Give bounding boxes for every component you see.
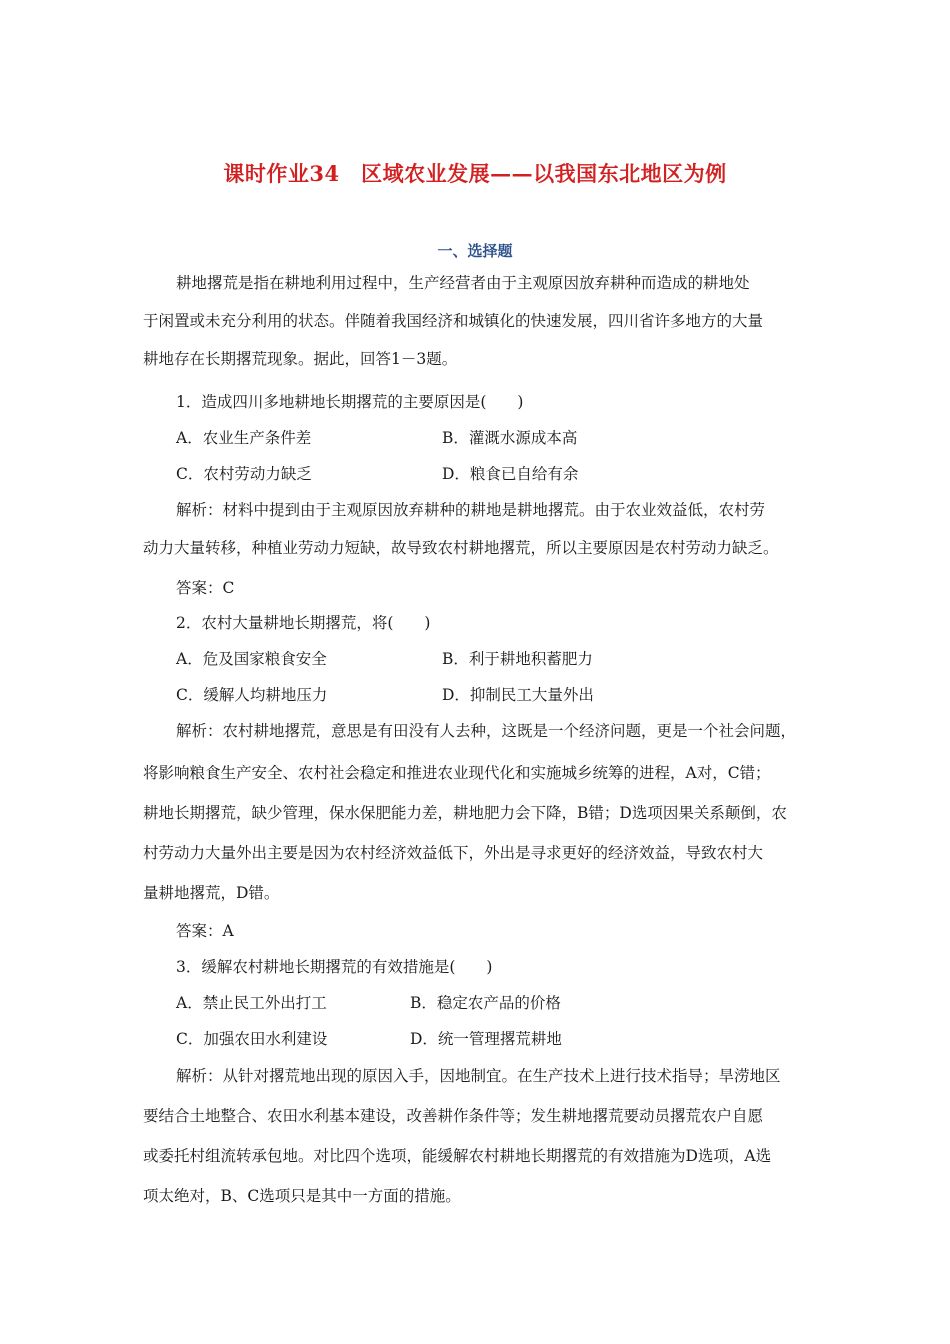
- question-3-analysis-line-4: 项太绝对，B、C选项只是其中一方面的措施。: [143, 1187, 461, 1205]
- question-1-analysis-line-2: 动力大量转移，种植业劳动力短缺，故导致农村耕地撂荒，所以主要原因是农村劳动力缺乏。: [143, 539, 779, 557]
- question-1-option-b: B．灌溉水源成本高: [442, 429, 578, 447]
- question-1-option-c: C．农村劳动力缺乏: [176, 465, 312, 483]
- question-2-analysis-line-3: 耕地长期撂荒，缺少管理，保水保肥能力差，耕地肥力会下降，B错；D选项因果关系颠倒，农: [143, 804, 787, 822]
- question-2-answer: 答案：A: [176, 922, 234, 940]
- question-3-option-b: B．稳定农产品的价格: [410, 994, 561, 1012]
- section-heading: 一、选择题: [437, 242, 513, 260]
- intro-line-1: 耕地撂荒是指在耕地利用过程中，生产经营者由于主观原因放弃耕种而造成的耕地处: [176, 274, 750, 292]
- question-3-option-d: D．统一管理撂荒耕地: [410, 1030, 562, 1048]
- question-2-analysis-line-4: 村劳动力大量外出主要是因为农村经济效益低下，外出是寻求更好的经济效益，导致农村大: [143, 844, 764, 862]
- question-3-analysis-line-1: 解析：从针对撂荒地出现的原因入手，因地制宜。在生产技术上进行技术指导；旱涝地区: [176, 1067, 781, 1085]
- question-2-analysis-line-1: 解析：农村耕地撂荒，意思是有田没有人去种，这既是一个经济问题，更是一个社会问题，: [176, 722, 797, 740]
- question-2-option-a: A．危及国家粮食安全: [176, 650, 327, 668]
- question-1-answer: 答案：C: [176, 579, 235, 597]
- question-3-option-a: A．禁止民工外出打工: [176, 994, 327, 1012]
- question-3-analysis-line-3: 或委托村组流转承包地。对比四个选项，能缓解农村耕地长期撂荒的有效措施为D选项，A选: [143, 1147, 772, 1165]
- page-title: 课时作业34 区域农业发展——以我国东北地区为例: [223, 161, 727, 186]
- question-2-stem: 2．农村大量耕地长期撂荒，将( ): [176, 614, 431, 632]
- question-1-analysis-line-1: 解析：材料中提到由于主观原因放弃耕种的耕地是耕地撂荒。由于农业效益低，农村劳: [176, 501, 766, 519]
- intro-line-2: 于闲置或未充分利用的状态。伴随着我国经济和城镇化的快速发展，四川省许多地方的大量: [143, 312, 764, 330]
- question-3-analysis-line-2: 要结合土地整合、农田水利基本建设，改善耕作条件等；发生耕地撂荒要动员撂荒农户自愿: [143, 1107, 764, 1125]
- question-1-option-d: D．粮食已自给有余: [442, 465, 579, 483]
- question-3-option-c: C．加强农田水利建设: [176, 1030, 328, 1048]
- question-1-option-a: A．农业生产条件差: [176, 429, 312, 447]
- question-2-analysis-line-2: 将影响粮食生产安全、农村社会稳定和推进农业现代化和实施城乡统筹的进程，A对，C错；: [143, 764, 771, 782]
- intro-line-3: 耕地存在长期撂荒现象。据此，回答1－3题。: [143, 350, 458, 368]
- question-2-option-c: C．缓解人均耕地压力: [176, 686, 328, 704]
- question-1-stem: 1．造成四川多地耕地长期撂荒的主要原因是( ): [176, 393, 524, 411]
- question-2-option-b: B．利于耕地积蓄肥力: [442, 650, 593, 668]
- question-3-stem: 3．缓解农村耕地长期撂荒的有效措施是( ): [176, 958, 493, 976]
- question-2-analysis-line-5: 量耕地撂荒，D错。: [143, 884, 280, 902]
- question-2-option-d: D．抑制民工大量外出: [442, 686, 594, 704]
